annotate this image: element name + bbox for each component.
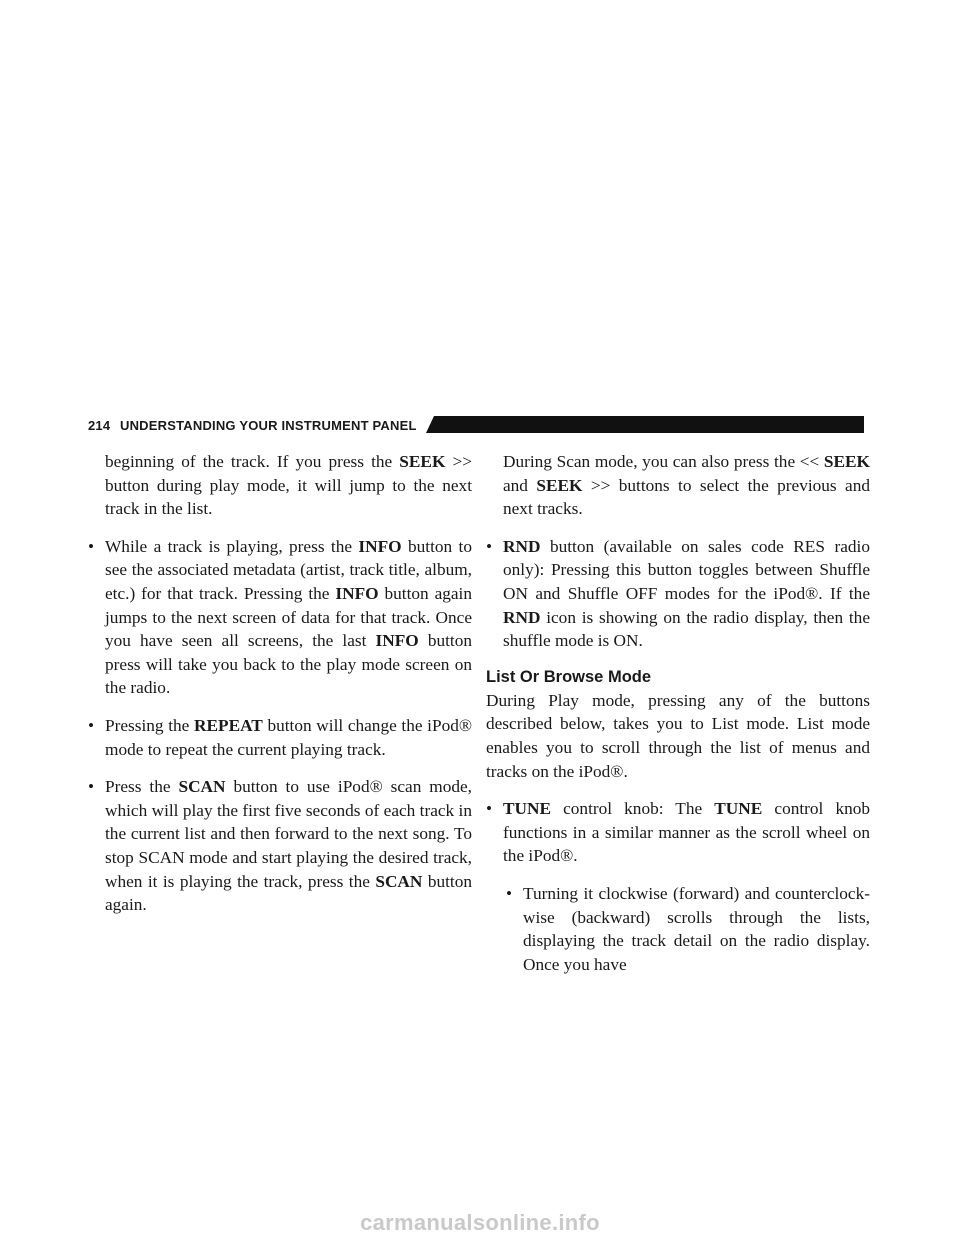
bullet-dot: • bbox=[486, 536, 493, 556]
bullet-dot: • bbox=[88, 777, 95, 797]
bullet-scan: • Press the SCAN button to use iPod® scan mode, which will play the first five seconds of each track in the current list and then forward to the next song. To stop SCAN mode and start playing the desired track, when it is playing the track, press the SCAN button again. bbox=[88, 777, 472, 915]
bullet-dot: • bbox=[88, 536, 95, 556]
page-header bbox=[88, 414, 864, 436]
sub-bullet-turning: • Turning it clockwise (forward) and counterclock-wise (backward) scrolls through the lists, displaying the track detail on the radio display. Once you have bbox=[506, 883, 870, 974]
header-rule bbox=[426, 416, 864, 433]
bullet-repeat: • Pressing the REPEAT button will change the iPod® mode to repeat the current playing track. bbox=[88, 715, 472, 759]
right-column bbox=[486, 450, 870, 990]
page-number: 214 bbox=[88, 418, 111, 433]
bullet-dot: • bbox=[88, 715, 95, 735]
bullet-rnd: • RND button (available on sales code RES radio only): Pressing this button toggles between Shuffle ON and Shuffle OFF modes for the iPod®. If the RND icon is showing on the radio display, then the shuffle mode is ON. bbox=[486, 536, 870, 651]
bullet-dot: • bbox=[486, 799, 493, 819]
watermark: carmanualsonline.info bbox=[360, 1210, 600, 1235]
left-column bbox=[88, 450, 472, 931]
bullet-info: • While a track is playing, press the INFO button to see the associated metadata (artist, track title, album, etc.) for that track. Pressing the INFO button again jumps to the next screen of data for that track. Once you have seen all screens, the last INFO button press will take you back to the play mode screen on the radio. bbox=[88, 536, 472, 698]
intro-paragraph: During Play mode, pressing any of the buttons described below, takes you to List mode. List mode enables you to scroll through the list of menus and tracks on the iPod®. bbox=[486, 690, 870, 781]
bullet-dot: • bbox=[506, 883, 513, 903]
section-title: UNDERSTANDING YOUR INSTRUMENT PANEL bbox=[120, 418, 417, 433]
bullet-tune: • TUNE control knob: The TUNE control knob functions in a similar manner as the scroll wheel on the iPod®. bbox=[486, 799, 871, 866]
section-heading: List Or Browse Mode bbox=[486, 667, 652, 686]
continued-paragraph: beginning of the track. If you press the SEEK >> button during play mode, it will jump to the next track in the list. bbox=[105, 452, 472, 519]
continued-paragraph: During Scan mode, you can also press the << SEEK and SEEK >> buttons to select the previous and next tracks. bbox=[503, 452, 870, 519]
